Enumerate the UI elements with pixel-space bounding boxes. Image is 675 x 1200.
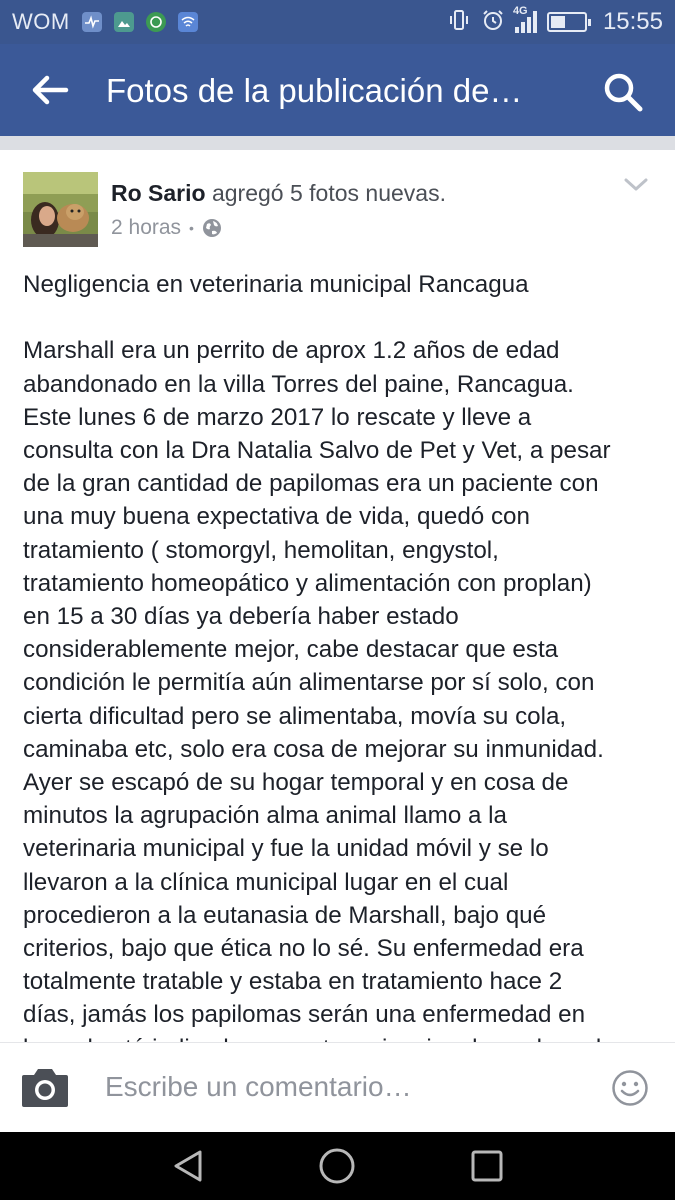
- camera-button[interactable]: [20, 1065, 70, 1109]
- post-meta: [111, 216, 222, 240]
- back-triangle-icon: [171, 1148, 205, 1184]
- section-divider: [0, 136, 675, 150]
- camera-icon: [20, 1065, 70, 1109]
- smiley-icon: [611, 1069, 649, 1107]
- network-type: 4G: [512, 5, 528, 17]
- carrier-name: WOM: [12, 9, 70, 34]
- gallery-notification-icon: [114, 12, 134, 32]
- post-card: [0, 150, 675, 1042]
- emoji-button[interactable]: [611, 1069, 649, 1107]
- post-body-text: Negligencia en veterinaria municipal Rancagua Marshall era un perrito de aprox 1.2 años de edad abandonado en la villa Torres del paine, Rancagua. Este lunes 6 de marzo 2017 lo rescate y lleve a consulta con la Dra Natalia Salvo de Pet y Vet, a pesar de la gran cantidad de papilomas era un paciente con una muy buena expectativa de vida, quedó con tratamiento ( stomorgyl, hemolitan, engystol, tratamiento homeopático y alimentación con proplan) en 15 a 30 días ya debería haber estado considerablemente mejor, cabe destacar que esta condición le permitía aún alimentarse por sí solo, con cierta dificultad pero se alimentaba, movía su cola, caminaba etc, solo era cosa de mejorar su inmunidad. Ayer se escapó de su hogar temporal y en cosa de minutos la agrupación alma animal llamo a la veterinaria municipal y fue la unidad móvil y se lo llevaron a la clínica municipal lugar en el cual procedieron a la eutanasia de Marshall, bajo qué criterios, bajo que ética no lo sé. Su enfermedad era totalmente tratable y estaba en tratamiento hace 2 días, jamás los papilomas serán una enfermedad en: [23, 271, 611, 1029]
- wifi-notification-icon: [178, 12, 198, 32]
- chevron-down-icon: [623, 176, 649, 194]
- nav-recents-button[interactable]: [467, 1146, 507, 1186]
- health-notification-icon: [82, 12, 102, 32]
- nav-back-button[interactable]: [168, 1146, 208, 1186]
- nav-home-button[interactable]: [317, 1146, 357, 1186]
- back-arrow-icon: [32, 75, 68, 105]
- alarm-icon: [481, 8, 505, 37]
- battery-icon: [547, 12, 587, 32]
- android-nav-bar: [0, 1132, 675, 1200]
- signal-icon: [512, 5, 537, 33]
- globe-icon: [202, 218, 222, 238]
- status-left: [12, 0, 198, 44]
- home-circle-icon: [318, 1147, 356, 1185]
- status-right: [447, 0, 663, 44]
- author-name[interactable]: Ro Sario: [111, 180, 206, 206]
- vibrate-icon: [447, 8, 471, 37]
- comment-input[interactable]: [105, 1065, 585, 1109]
- status-bar: [0, 0, 675, 44]
- recents-square-icon: [470, 1149, 504, 1183]
- search-icon: [603, 72, 643, 112]
- page-title: Fotos de la publicación de…: [106, 72, 523, 109]
- post-action: agregó 5 fotos nuevas.: [205, 180, 446, 206]
- meta-separator: •: [189, 220, 194, 236]
- post-header: [111, 180, 446, 207]
- post-options-button[interactable]: [623, 176, 649, 194]
- comment-bar: [0, 1042, 675, 1132]
- clock: 15:55: [602, 8, 663, 35]
- search-button[interactable]: [597, 66, 649, 118]
- author-avatar[interactable]: [23, 172, 98, 247]
- back-button[interactable]: [22, 62, 78, 118]
- post-time[interactable]: 2 horas: [111, 216, 182, 239]
- whatsapp-notification-icon: [146, 12, 166, 32]
- app-bar: [0, 44, 675, 136]
